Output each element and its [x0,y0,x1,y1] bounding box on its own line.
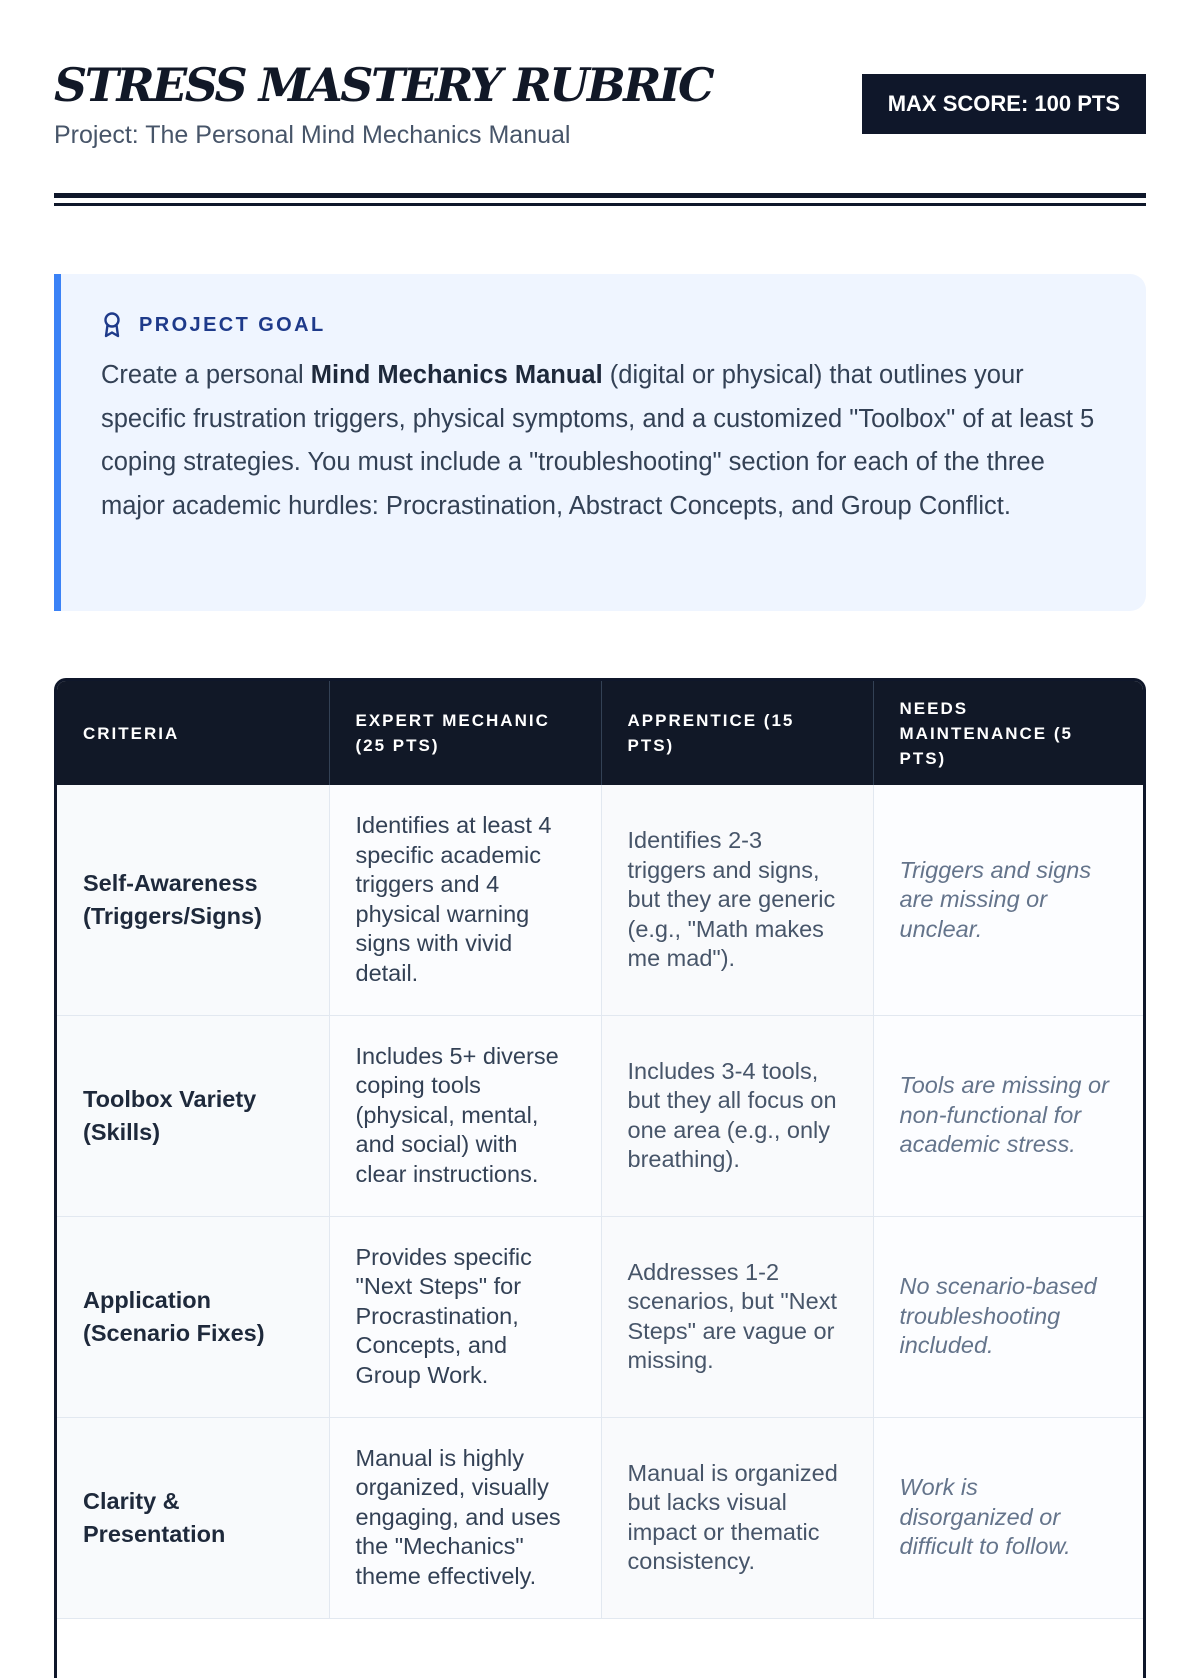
criteria-cell: Self-Awareness (Triggers/Signs) [57,785,329,1015]
needs-maintenance-cell: Tools are missing or non-functional for academic stress. [873,1015,1143,1216]
apprentice-cell: Addresses 1-2 scenarios, but "Next Steps" are vague or missing. [601,1216,873,1417]
apprentice-cell: Manual is organized but lacks visual impact or thematic consistency. [601,1417,873,1618]
apprentice-cell: Identifies 2-3 triggers and signs, but they are generic (e.g., "Math makes me mad"). [601,785,873,1015]
needs-maintenance-cell: Work is disorganized or difficult to follow. [873,1417,1143,1618]
header-divider-thick [54,193,1146,198]
column-header-apprentice: APPRENTICE (15 PTS) [601,681,873,785]
expert-cell: Provides specific "Next Steps" for Procrastination, Concepts, and Group Work. [329,1216,601,1417]
max-score-badge: MAX SCORE: 100 PTS [862,74,1146,134]
needs-maintenance-cell: No scenario-based troubleshooting included. [873,1216,1143,1417]
needs-maintenance-cell: Triggers and signs are missing or unclear. [873,785,1143,1015]
expert-cell: Identifies at least 4 specific academic triggers and 4 physical warning signs with vivid detail. [329,785,601,1015]
project-goal-label: PROJECT GOAL [139,313,326,336]
rubric-table [54,678,1146,1678]
table-row [57,785,1143,1015]
header-divider-thin [54,203,1146,206]
column-header-criteria: CRITERIA [57,681,329,785]
table-row [57,1015,1143,1216]
criteria-cell: Toolbox Variety (Skills) [57,1015,329,1216]
award-ribbon-icon [101,311,123,339]
goal-text-part: (digital or physical) that outlines your specific frustration triggers, physical symptoms, and a customized "Toolbox" of at least 5 coping strategies. You must include a "troubleshooting" section for each of the three major academic hurdles: Procrastination, Abstract Concepts, and Group Conflict. [101,361,1095,520]
table-header-row [57,681,1143,785]
project-goal-text [101,354,1102,528]
table-row [57,1216,1143,1417]
goal-text-part: Create a personal [101,361,311,389]
column-header-needs-maintenance: NEEDS MAINTENANCE (5 PTS) [873,681,1143,785]
rubric-page [54,0,1146,1589]
expert-cell: Manual is highly organized, visually engaging, and uses the "Mechanics" theme effectively. [329,1417,601,1618]
criteria-cell: Clarity & Presentation [57,1417,329,1618]
column-header-expert: EXPERT MECHANIC (25 PTS) [329,681,601,785]
page-title: STRESS MASTERY RUBRIC [54,58,713,112]
page-header [54,0,1146,215]
page-subtitle: Project: The Personal Mind Mechanics Manual [54,121,571,149]
apprentice-cell: Includes 3-4 tools, but they all focus on one area (e.g., only breathing). [601,1015,873,1216]
expert-cell: Includes 5+ diverse coping tools (physical, mental, and social) with clear instructions. [329,1015,601,1216]
goal-text-emphasis: Mind Mechanics Manual [310,361,603,389]
table-row [57,1417,1143,1618]
project-goal-box [54,274,1146,611]
criteria-cell: Application (Scenario Fixes) [57,1216,329,1417]
project-goal-header [101,310,1102,340]
